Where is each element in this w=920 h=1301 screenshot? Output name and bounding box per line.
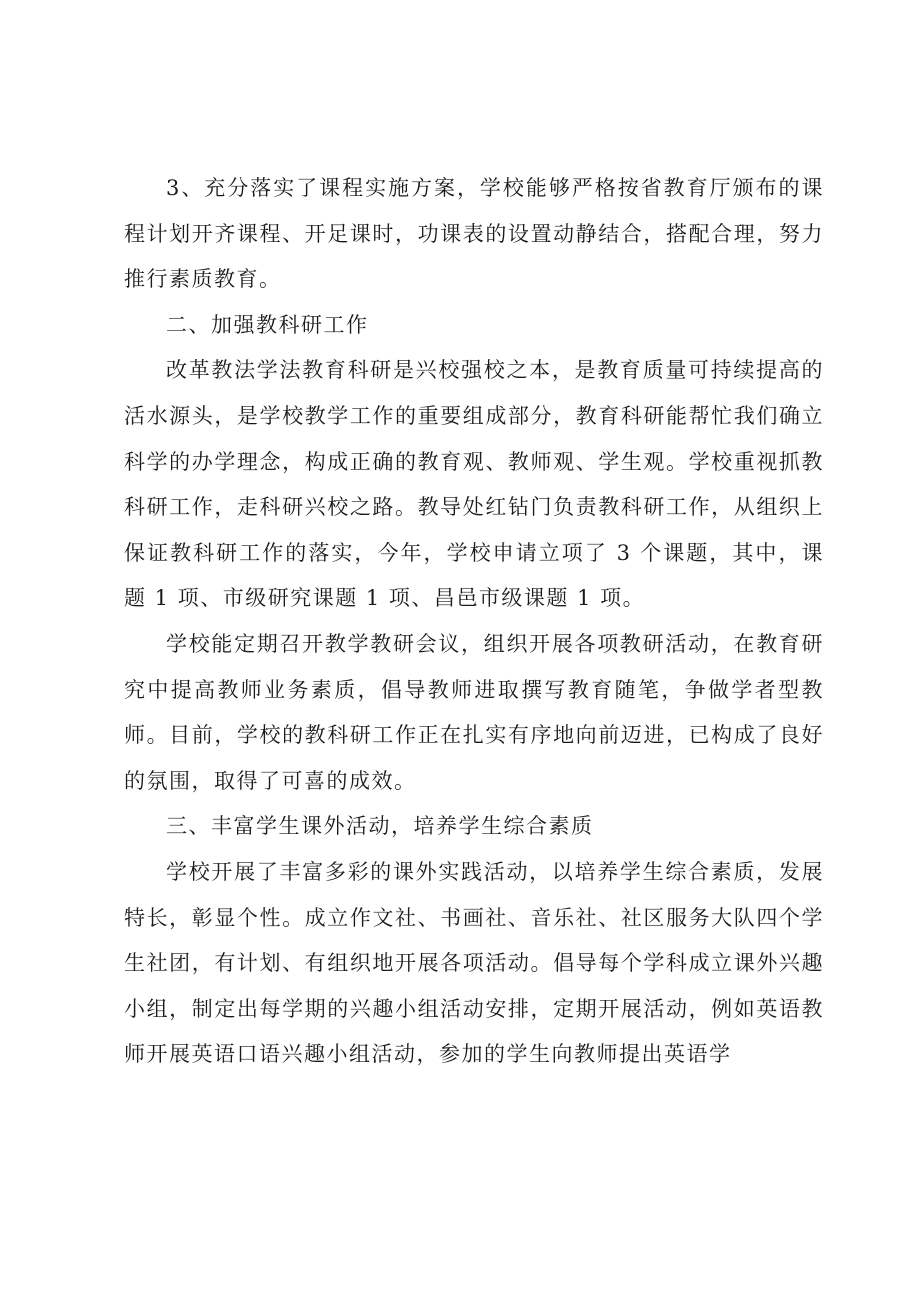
section-heading-research: 二、加强教科研工作 <box>166 312 369 337</box>
document-body <box>124 166 824 1078</box>
paragraph-curriculum: 3、充分落实了课程实施方案，学校能够严格按省教育厅颁布的课程计划开齐课程、开足课时，功课表的设置动静结合，搭配合理，努力推行素质教育。 <box>124 176 824 292</box>
paragraph-extracurricular: 学校开展了丰富多彩的课外实践活动，以培养学生综合素质，发展特长，彰显个性。成立作文社、书画社、音乐社、社区服务大队四个学生社团，有计划、有组织地开展各项活动。倡导每个学科成立课外兴趣小组，制定出每学期的兴趣小组活动安排，定期开展活动，例如英语教师开展英语口语兴趣小组活动，参加的学生向教师提出英语学 <box>124 859 824 1067</box>
paragraph-research-intro: 改革教法学法教育科研是兴校强校之本，是教育质量可持续提高的活水源头，是学校教学工作的重要组成部分，教育科研能帮忙我们确立科学的办学理念，构成正确的教育观、教师观、学生观。学校重视抓教科研工作，走科研兴校之路。教导处红钻门负责教科研工作，从组织上保证教科研工作的落实，今年，学校申请立项了 3 个课题，其中，课题 1 项、市级研究课题 1 项、昌邑市级课题 1 项。 <box>124 358 824 611</box>
paragraph-research-activities: 学校能定期召开教学教研会议，组织开展各项教研活动，在教育研究中提高教师业务素质，倡导教师进取撰写教育随笔，争做学者型教师。目前，学校的教科研工作正在扎实有序地向前迈进，已构成了良好的氛围，取得了可喜的成效。 <box>124 631 824 793</box>
section-heading-activities: 三、丰富学生课外活动，培养学生综合素质 <box>166 814 594 839</box>
